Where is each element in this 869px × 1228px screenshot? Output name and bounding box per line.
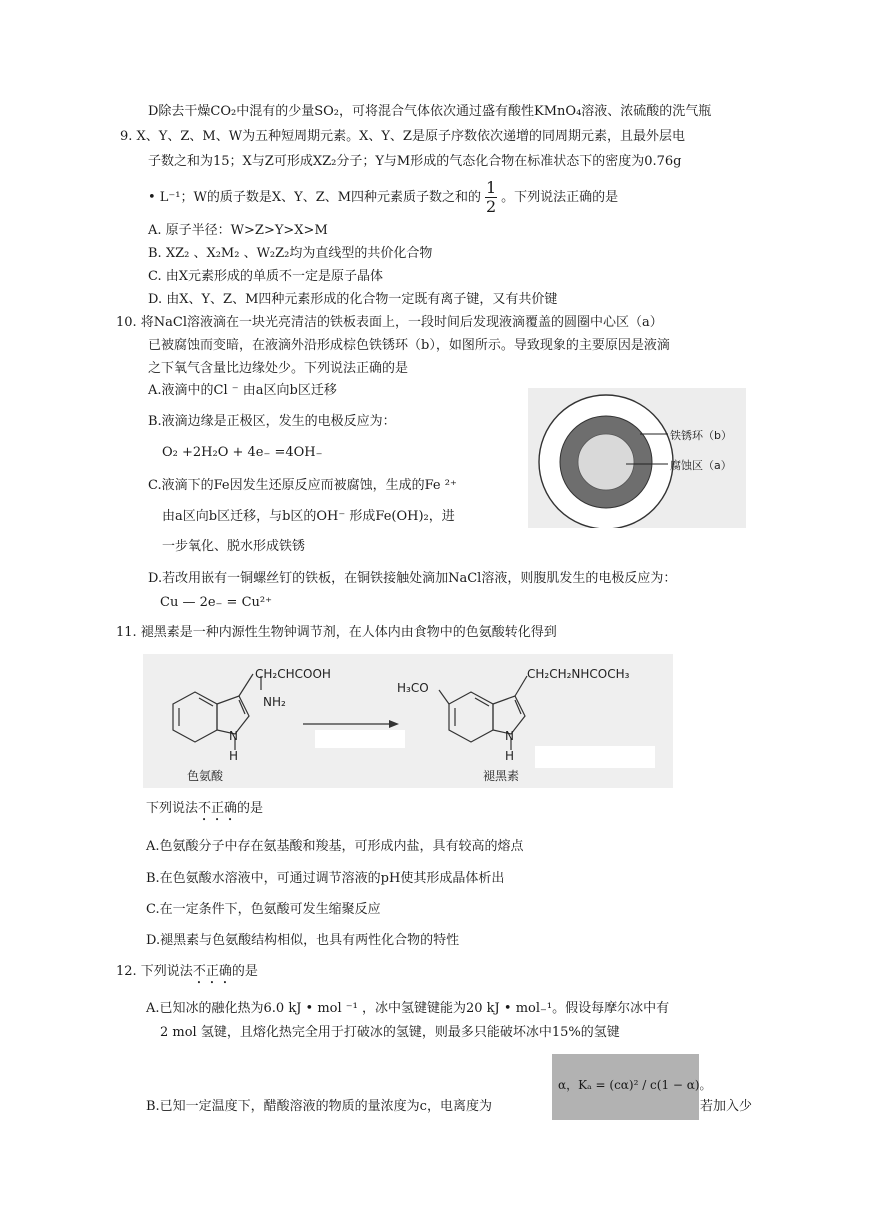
q11-ask-emphasis: 不正确 [198,801,238,816]
melatonin-ring-n: N [505,729,514,743]
q11-option-d: D.褪黑素与色氨酸结构相似，也具有两性化合物的特性 [146,933,460,948]
tryptophan-ring-n: N [229,729,238,743]
q9-stem-line2: 子数之和为15；X与Z可形成XZ₂分子；Y与M形成的气态化合物在标准状态下的密度为0.76g [148,154,682,169]
q9-option-b: B. XZ₂ 、X₂M₂ 、W₂Z₂均为直线型的共价化合物 [148,246,433,261]
q10-option-a: A.液滴中的Cl ⁻ 由a区向b区迁移 [148,383,337,398]
q10-stem-line1: 10. 将NaCl溶液滴在一块光亮清洁的铁板表面上，一段时间后发现液滴覆盖的圆圈中心区（a） [116,315,663,330]
q9-option-c: C. 由X元素形成的单质不一定是原子晶体 [148,269,384,284]
q11-option-c: C.在一定条件下，色氨酸可发生缩聚反应 [146,902,381,917]
q12-stem-pre: 12. 下列说法 [116,964,193,979]
frac-denominator: 2 [485,197,497,216]
q10-stem-line2: 已被腐蚀而变暗，在液滴外沿形成棕色铁锈环（b），如图所示。导致现象的主要原因是液滴 [148,338,670,353]
q12-option-b-pre: B.已知一定温度下，醋酸溶液的物质的量浓度为c，电离度为 [146,1099,492,1114]
masked-area-right [535,746,655,768]
q11-ask [146,800,263,824]
melatonin-methoxy: H₃CO [397,681,429,695]
structure-diagram [143,654,673,788]
q12-stem-post: 的是 [231,964,258,979]
q10-option-b-line1: B.液滴边缘是正极区，发生的电极反应为： [148,414,396,429]
label-corrosion-zone: 腐蚀区（a） [670,459,732,472]
q9-stem-line3-a: • L⁻¹；W的质子数是X、Y、Z、M四种元素质子数之和的 [148,190,482,205]
frac-numerator: 1 [485,178,497,197]
melatonin-side-chain: CH₂CH₂NHCOCH₃ [527,667,630,681]
ka-formula-image [552,1054,712,1120]
masked-area [315,730,405,748]
corrosion-diagram [528,388,746,528]
corrosion-figure [528,388,746,528]
q9-stem-line3-b: 。下列说法正确的是 [501,190,619,205]
q12-stem [116,963,258,987]
q9-fraction [485,180,497,215]
q10-option-c-line1: C.液滴下的Fe因发生还原反应而被腐蚀，生成的Fe ²⁺ [148,478,457,493]
q12-option-b-post: 若加入少 [700,1099,753,1114]
q12-stem-emphasis: 不正确 [192,964,232,979]
q9-option-a: A. 原子半径：W>Z>Y>X>M [148,223,328,238]
q10-option-d-line2: Cu — 2e₋ = Cu²⁺ [160,595,272,610]
q11-option-a: A.色氨酸分子中存在氨基酸和羧基，可形成内盐，具有较高的熔点 [146,839,524,854]
q10-option-d-line1: D.若改用嵌有一铜螺丝钉的铁板，在铜铁接触处滴加NaCl溶液，则腹肌发生的电极反应为： [148,571,677,586]
q11-option-b: B.在色氨酸水溶液中，可通过调节溶液的pH使其形成晶体析出 [146,871,505,886]
q11-stem: 11. 褪黑素是一种内源性生物钟调节剂，在人体内由食物中的色氨酸转化得到 [116,625,557,640]
q9-stem-line1: 9. X、Y、Z、M、W为五种短周期元素。X、Y、Z是原子序数依次递增的同周期元素，且最外层电 [120,129,685,144]
q9-stem-line3 [148,180,618,215]
q11-ask-post: 的是 [237,801,264,816]
q12-option-a-line1: A.已知冰的融化热为6.0 kJ • mol ⁻¹ ，冰中氢键键能为20 kJ • mol₋¹。假设每摩尔冰中有 [146,1001,670,1016]
q10-option-c-line3: 一步氧化、脱水形成铁锈 [162,539,306,554]
q10-option-b-line2: O₂ +2H₂O + 4e₋ =4OH₋ [162,445,323,460]
melatonin-name: 褪黑素 [483,769,520,783]
tryptophan-nh2: NH₂ [263,695,286,709]
tryptophan-melatonin-figure [143,654,673,788]
q10-option-c-line2: 由a区向b区迁移，与b区的OH⁻ 形成Fe(OH)₂，进 [162,509,455,524]
tryptophan-ring-h: H [229,749,239,763]
corrosion-zone-a [578,434,634,490]
q11-ask-pre: 下列说法 [146,801,199,816]
q9-option-d: D. 由X、Y、Z、M四种元素形成的化合物一定既有离子键，又有共价键 [148,292,558,307]
q10-stem-line3: 之下氧气含量比边缘处少。下列说法正确的是 [148,361,409,376]
option-d-line: D除去干燥CO₂中混有的少量SO₂，可将混合气体依次通过盛有酸性KMnO₄溶液、浓硫酸的洗气瓶 [148,104,712,119]
ka-formula-text: α，Kₐ = (cα)² / c(1 − α)。 [558,1078,712,1092]
label-rust-ring: 铁锈环（b） [670,429,732,442]
tryptophan-name: 色氨酸 [187,769,224,783]
tryptophan-side-chain: CH₂CHCOOH [255,667,331,681]
q12-option-a-line2: 2 mol 氢键，且熔化热完全用于打破冰的氢键，则最多只能破坏冰中15%的氢键 [160,1025,620,1040]
melatonin-ring-h: H [505,749,515,763]
